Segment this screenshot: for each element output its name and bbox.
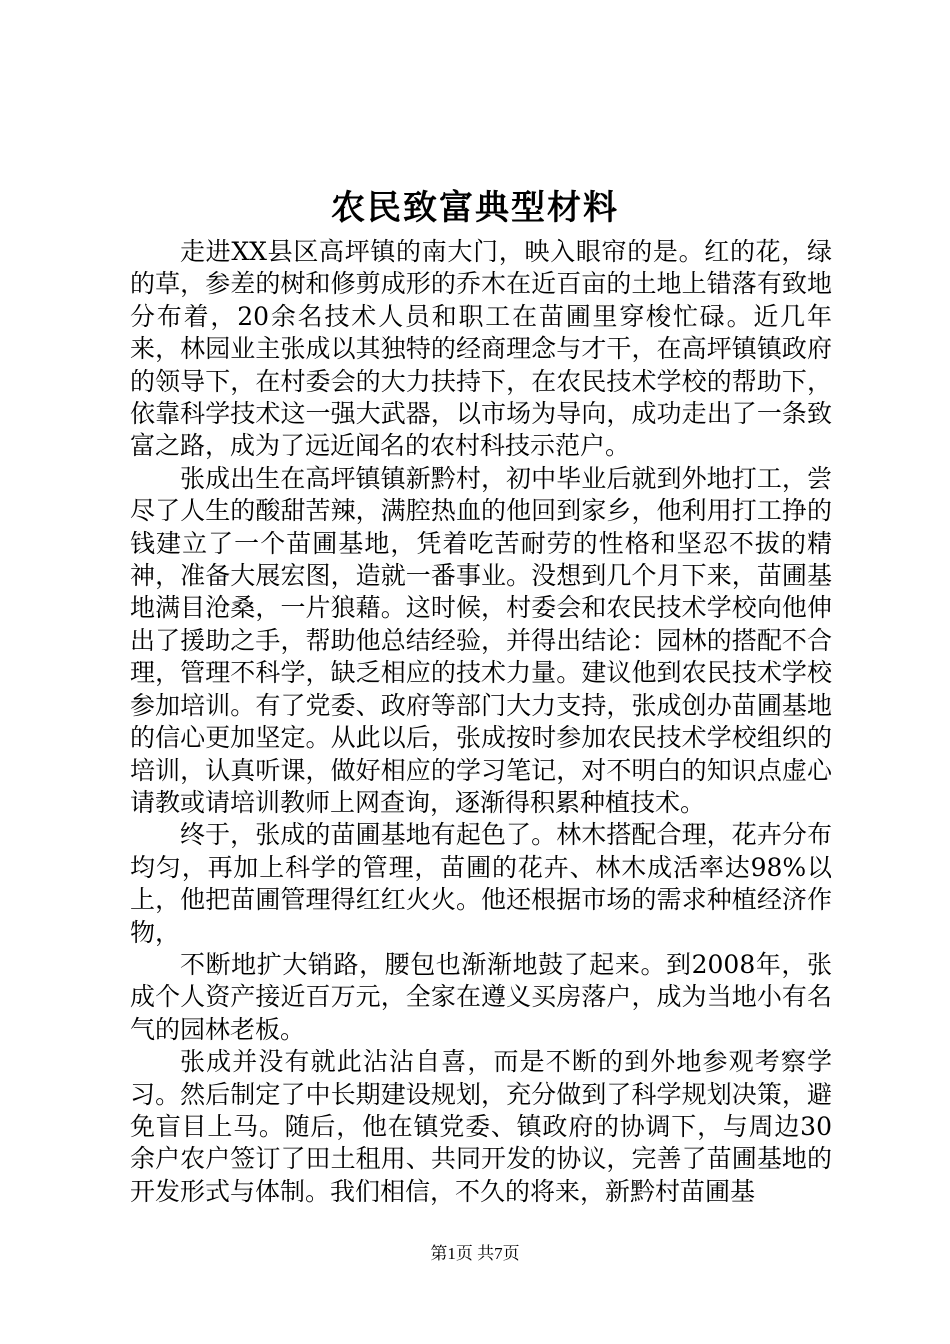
paragraph-1: 走进XX县区高坪镇的南大门，映入眼帘的是。红的花，绿的草，参差的树和修剪成形的乔木在近百亩的土地上错落有致地分布着，20余名技术人员和职工在苗圃里穿梭忙碌。近几年来，林园业主张成以其独特的经商理念与才干，在高坪镇镇政府的领导下，在村委会的大力扶持下，在农民技术学校的帮助下，依靠科学技术这一强大武器，以市场为导向，成功走出了一条致富之路，成为了远近闻名的农村科技示范户。 xyxy=(130,237,832,461)
paragraph-4: 不断地扩大销路，腰包也渐渐地鼓了起来。到2008年，张成个人资产接近百万元，全家在遵义买房落户，成为当地小有名气的园林老板。 xyxy=(130,949,832,1044)
page-footer xyxy=(0,1243,950,1265)
page-number: 第1页 xyxy=(430,1244,473,1263)
page-total: 共7页 xyxy=(477,1244,520,1263)
paragraph-3: 终于，张成的苗圃基地有起色了。林木搭配合理，花卉分布均匀，再加上科学的管理，苗圃的花卉、林木成活率达98%以上，他把苗圃管理得红红火火。他还根据市场的需求种植经济作物， xyxy=(130,820,832,947)
document-body xyxy=(130,236,832,1208)
document-title: 农民致富典型材料 xyxy=(331,188,619,228)
paragraph-2: 张成出生在高坪镇镇新黔村，初中毕业后就到外地打工，尝尽了人生的酸甜苦辣，满腔热血的他回到家乡，他利用打工挣的钱建立了一个苗圃基地，凭着吃苦耐劳的性格和坚忍不拔的精神，准备大展宏图，造就一番事业。没想到几个月下来，苗圃基地满目沧桑，一片狼藉。这时候，村委会和农民技术学校向他伸出了援助之手，帮助他总结经验，并得出结论：园林的搭配不合理，管理不科学，缺乏相应的技术力量。建议他到农民技术学校参加培训。有了党委、政府等部门大力支持，张成创办苗圃基地的信心更加坚定。从此以后，张成按时参加农民技术学校组织的培训，认真听课，做好相应的学习笔记，对不明白的知识点虚心请教或请培训教师上网查询，逐渐得积累种植技术。 xyxy=(130,463,832,817)
paragraph-5: 张成并没有就此沾沾自喜，而是不断的到外地参观考察学习。然后制定了中长期建设规划，充分做到了科学规划决策，避免盲目上马。随后，他在镇党委、镇政府的协调下，与周边30余户农户签订了田土租用、共同开发的协议，完善了苗圃基地的开发形式与体制。我们相信，不久的将来，新黔村苗圃基 xyxy=(130,1047,832,1206)
